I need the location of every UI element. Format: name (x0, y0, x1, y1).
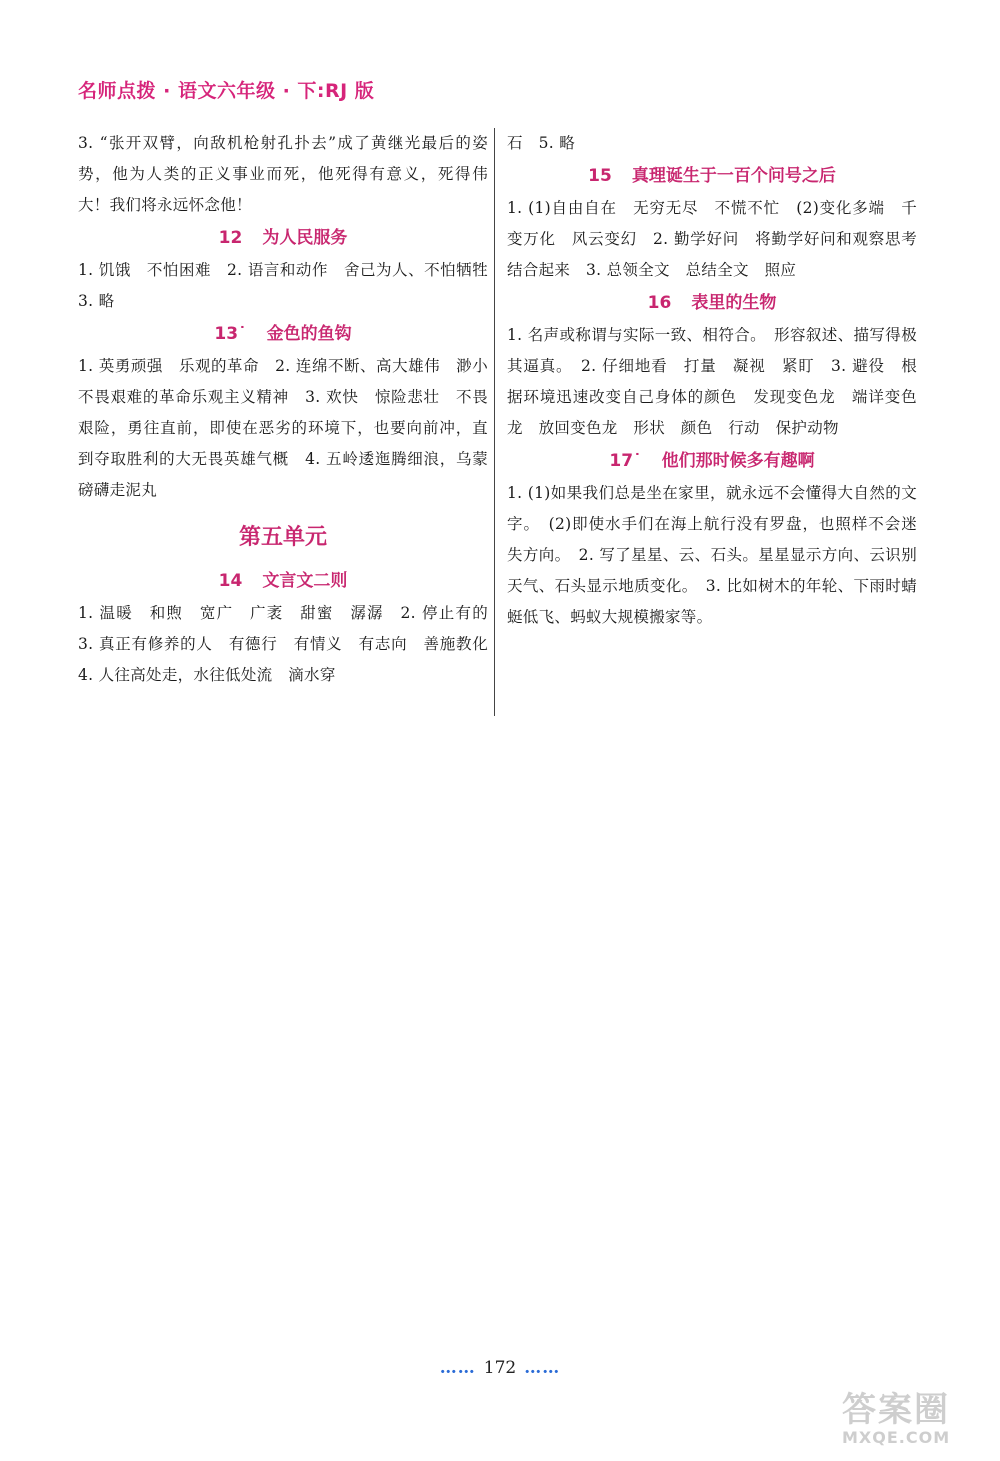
footer-dots-left: …… (439, 1358, 476, 1378)
section-number: 15 (588, 166, 612, 186)
section-number: 13˙ (214, 324, 247, 344)
section-title (507, 444, 917, 478)
section-answer-text: 1. 饥饿 不怕困难 2. 语言和动作 舍己为人、不怕牺牲 3. 略 (78, 261, 504, 310)
section-13 (78, 317, 504, 506)
section-12 (78, 221, 504, 317)
section-title (507, 159, 917, 193)
right-intro-paragraph: 石 5. 略 (507, 134, 576, 152)
unit-title: 第五单元 (238, 524, 327, 550)
section-answer-text: 1. 英勇顽强 乐观的革命 2. 连绵不断、高大雄伟 渺小 不畏艰难的革命乐观主义精神 3. 欢快 惊险悲壮 不畏艰险，勇往直前，即使在恶劣的环境下，也要向前冲，直到夺取胜利的大无畏英雄气概 4. 五岭逶迤腾细浪，乌蒙磅礴走泥丸 (78, 357, 504, 499)
section-15 (507, 159, 917, 286)
section-answer-text: 1. (1)自由自在 无穷无尽 不慌不忙 (2)变化多端 千变万化 风云变幻 2. 勤学好问 将勤学好问和观察思考结合起来 3. 总领全文 总结全文 照应 (507, 199, 917, 279)
page-footer (0, 1358, 1000, 1378)
section-answer-text: 1. (1)如果我们总是坐在家里，就永远不会懂得大自然的文字。 (2)即使水手们在海上航行没有罗盘，也照样不会迷失方向。 2. 写了星星、云、石头。星星显示方向、云识别天气、石头显示地质变化。 3. 比如树木的年轮、下雨时蜻蜓低飞、蚂蚁大规模搬家等。 (507, 484, 917, 626)
section-answer-text: 1. 温暖 和煦 宽广 广袤 甜蜜 潺潺 2. 停止有的 3. 真正有修养的人 有德行 有情义 有志向 善施教化 4. 人往高处走，水往低处流 滴水穿 (78, 604, 504, 684)
section-17 (507, 444, 917, 633)
section-number: 16 (647, 293, 672, 313)
section-number: 12 (218, 228, 243, 248)
section-title (78, 564, 488, 598)
page-number: 172 (483, 1358, 517, 1378)
watermark-text: 答案圈 (842, 1390, 950, 1430)
left-intro-paragraph: 3. “张开双臂，向敌机枪射孔扑去”成了黄继光最后的姿势，他为人类的正义事业而死，他死得有意义，死得伟大！我们将永远怀念他！ (78, 134, 488, 214)
footer-dots-right: …… (524, 1358, 561, 1378)
section-title-text: 为人民服务 (262, 228, 348, 248)
section-16 (507, 286, 917, 444)
section-title (507, 286, 917, 320)
left-column (78, 128, 504, 691)
section-title-text: 他们那时候多有趣啊 (661, 451, 815, 471)
section-title-text: 文言文二则 (262, 571, 348, 591)
section-title (78, 221, 488, 255)
section-title-text: 真理诞生于一百个问号之后 (631, 166, 836, 186)
section-number: 14 (218, 571, 243, 591)
section-title (78, 317, 488, 351)
running-header: 名师点拨 · 语文六年级 · 下:RJ 版 (78, 80, 375, 102)
watermark-logo (842, 1392, 992, 1452)
watermark-url: MXQE.COM (842, 1428, 951, 1447)
section-title-text: 表里的生物 (691, 293, 777, 313)
section-14 (78, 564, 504, 691)
section-title-text: 金色的鱼钩 (266, 324, 352, 344)
column-divider (494, 128, 495, 716)
section-answer-text: 1. 名声或称谓与实际一致、相符合。 形容叙述、描写得极其逼真。 2. 仔细地看 打量 凝视 紧盯 3. 避役 根据环境迅速改变自己身体的颜色 发现变色龙 端详变色龙 放回变色龙 形状 颜色 行动 保护动物 (507, 326, 917, 437)
right-column (507, 128, 917, 633)
section-number: 17˙ (609, 451, 642, 471)
